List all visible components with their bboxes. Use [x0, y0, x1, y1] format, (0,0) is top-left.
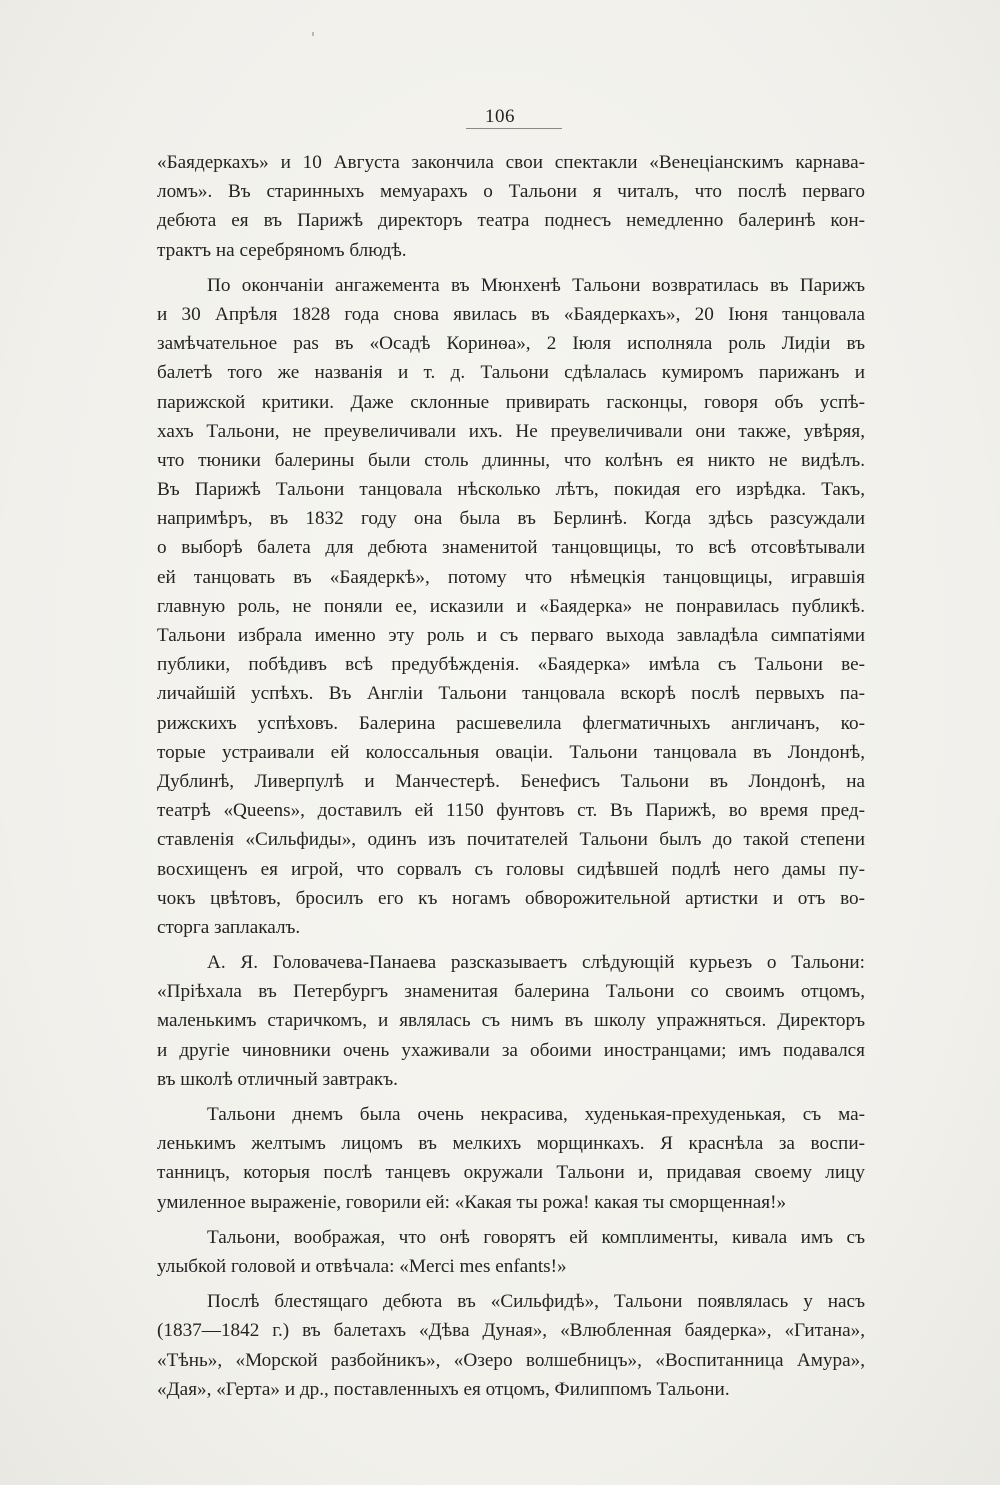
text-line: парижской критики. Даже склонные привирать гасконцы, говоря объ успѣ-: [157, 391, 865, 413]
text-line: А. Я. Головачева-Панаева разсказываетъ слѣдующій курьезъ о Тальони:: [207, 952, 865, 974]
text-line: Тальони избрала именно эту роль и съ перваго выхода завладѣла симпатіями: [157, 625, 865, 646]
text-line: Тальони днемъ была очень некрасива, худенькая-прехуденькая, съ ма-: [207, 1104, 865, 1125]
text-line: замѣчательное pas въ «Осадѣ Коринѳа», 2 Іюля исполняла роль Лидіи въ: [157, 333, 865, 355]
text-line: и 30 Апрѣля 1828 года снова явилась въ «Баядеркахъ», 20 Іюня танцовала: [157, 303, 865, 325]
text-line: балетѣ того же названія и т. д. Тальони сдѣлалась кумиромъ парижанъ и: [157, 362, 865, 384]
text-line: въ школѣ отличный завтракъ.: [157, 1068, 398, 1090]
text-line: торые устраивали ей колоссальныя оваціи. Тальони танцовала въ Лондонѣ,: [157, 741, 865, 763]
text-line: По окончаніи ангажемента въ Мюнхенѣ Тальони возвратилась въ Парижъ: [207, 274, 865, 296]
paragraph: [157, 1223, 865, 1281]
text-line: танницъ, которыя послѣ танцевъ окружали Тальони и, придавая своему лицу: [157, 1162, 865, 1184]
text-line: ленькимъ желтымъ лицомъ въ мелкихъ морщинкахъ. Я краснѣла за воспи-: [157, 1133, 865, 1155]
text-line: Въ Парижѣ Тальони танцовала нѣсколько лѣтъ, покидая его изрѣдка. Такъ,: [157, 479, 865, 501]
text-line: чокъ цвѣтовъ, бросилъ его къ ногамъ обворожительной артистки и отъ во-: [157, 887, 865, 909]
text-line: Послѣ блестящаго дебюта въ «Сильфидѣ», Тальони появлялась у насъ: [207, 1291, 865, 1313]
text-line: сторга заплакалъ.: [157, 916, 301, 938]
text-line: восхищенъ ея игрой, что сорвалъ съ головы сидѣвшей подлѣ него дамы пу-: [157, 858, 865, 880]
scan-speck: [312, 32, 314, 36]
text-line: дебюта ея въ Парижѣ директоръ театра поднесъ немедленно балеринѣ кон-: [157, 210, 865, 232]
text-line: напримѣръ, въ 1832 году она была въ Берлинѣ. Когда здѣсь разсуждали: [157, 508, 865, 530]
body-text: [157, 148, 865, 1404]
text-line: личайшій успѣхъ. Въ Англіи Тальони танцовала вскорѣ послѣ первыхъ па-: [157, 683, 865, 705]
paragraph: [157, 1100, 865, 1217]
page-number: 106: [485, 106, 515, 127]
paragraph: [157, 948, 865, 1094]
text-line: публики, побѣдивъ всѣ предубѣжденія. «Баядерка» имѣла съ Тальони ве-: [157, 654, 865, 676]
text-line: что тюники балерины были столь длинны, что колѣнъ ея никто не видѣлъ.: [157, 449, 865, 471]
text-line: трактъ на серебряномъ блюдѣ.: [157, 239, 407, 261]
header-rule: [466, 128, 562, 129]
paragraph: [157, 271, 865, 942]
text-line: «Тѣнь», «Морской разбойникъ», «Озеро волшебницъ», «Воспитанница Амура»,: [157, 1349, 865, 1371]
text-line: о выборѣ балета для дебюта знаменитой танцовщицы, то всѣ отсовѣтывали: [157, 537, 865, 559]
text-line: «Баядеркахъ» и 10 Августа закончила свои спектакли «Венеціанскимъ карнава-: [157, 152, 865, 173]
text-line: Тальони, воображая, что онѣ говорятъ ей комплименты, кивала имъ съ: [207, 1226, 865, 1248]
text-line: рижскихъ успѣховъ. Балерина расшевелила флегматичныхъ англичанъ, ко-: [157, 712, 865, 734]
text-line: ей танцовать въ «Баядеркѣ», потому что нѣмецкія танцовщицы, игравшія: [157, 566, 865, 588]
text-line: улыбкой головой и отвѣчала: «Merci mes enfants!»: [157, 1255, 567, 1277]
text-line: театрѣ «Queens», доставилъ ей 1150 фунтовъ ст. Въ Парижѣ, во время пред-: [157, 800, 865, 822]
text-line: ломъ». Въ старинныхъ мемуарахъ о Тальони я читалъ, что послѣ перваго: [157, 181, 865, 203]
text-line: «Пріѣхала въ Петербургъ знаменитая балерина Тальони со своимъ отцомъ,: [157, 981, 865, 1003]
text-line: умиленное выраженіе, говорили ей: «Какая ты рожа! какая ты сморщенная!»: [157, 1191, 787, 1213]
text-line: маленькимъ старичкомъ, и являлась съ нимъ въ школу упражняться. Директоръ: [157, 1010, 865, 1032]
text-line: и другіе чиновники очень ухаживали за обоими иностранцами; имъ подавался: [157, 1039, 865, 1061]
text-line: «Дая», «Герта» и др., поставленныхъ ея отцомъ, Филиппомъ Тальони.: [157, 1378, 730, 1400]
paragraph: [157, 148, 865, 265]
text-line: ставленія «Сильфиды», одинъ изъ почитателей Тальони былъ до такой степени: [157, 829, 865, 851]
text-line: главную роль, не поняли ее, исказили и «Баядерка» не понравилась публикѣ.: [157, 595, 865, 617]
text-line: (1837—1842 г.) въ балетахъ «Дѣва Дуная», «Влюбленная баядерка», «Гитана»,: [157, 1320, 865, 1342]
text-line: Дублинѣ, Ливерпулѣ и Манчестерѣ. Бенефисъ Тальони въ Лондонѣ, на: [157, 770, 865, 792]
text-line: хахъ Тальони, не преувеличивали ихъ. Не преувеличивали они также, увѣряя,: [157, 420, 865, 442]
paragraph: [157, 1287, 865, 1404]
